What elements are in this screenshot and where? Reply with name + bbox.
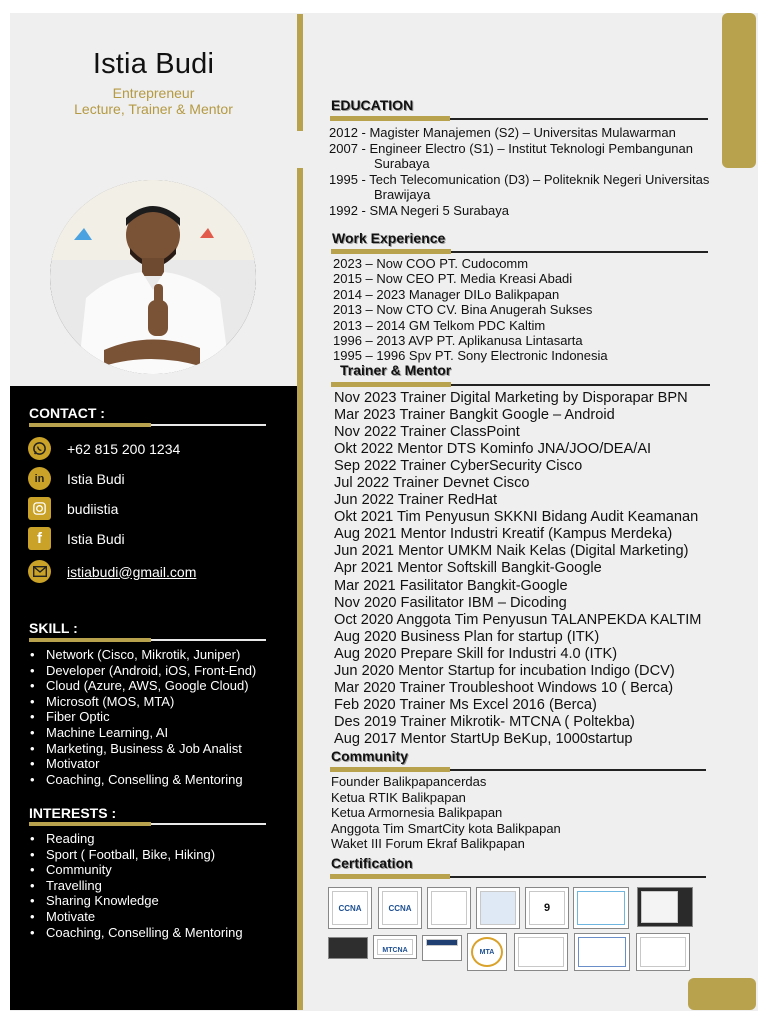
- community-item: Waket III Forum Ekraf Balikpapan: [331, 836, 525, 852]
- interest-item: • Travelling: [30, 878, 243, 894]
- skill-item: • Developer (Android, iOS, Front-End): [30, 663, 256, 679]
- trainer-item: Des 2019 Trainer Mikrotik- MTCNA ( Poltekba): [334, 713, 635, 730]
- facebook-icon: f: [28, 527, 51, 550]
- trainer-underline: [331, 384, 710, 386]
- certificate-thumbnail: [476, 887, 520, 929]
- trainer-item: Mar 2020 Trainer Troubleshoot Windows 10 ( Berca): [334, 679, 674, 696]
- community-item: Ketua RTIK Balikpapan: [331, 789, 466, 805]
- trainer-list: [334, 390, 701, 748]
- contact-linkedin[interactable]: [28, 467, 125, 490]
- skill-item: • Machine Learning, AI: [30, 725, 256, 741]
- skill-underline: [29, 639, 266, 641]
- trainer-item: Sep 2022 Trainer CyberSecurity Cisco: [334, 458, 583, 475]
- trainer-item: Nov 2022 Trainer ClassPoint: [334, 424, 520, 441]
- instagram-icon: [28, 497, 51, 520]
- interests-list: [30, 831, 243, 940]
- skill-item: • Marketing, Business & Job Analist: [30, 741, 256, 757]
- contact-email-address[interactable]: istiabudi@gmail.com: [67, 563, 197, 580]
- interest-item: • Sport ( Football, Bike, Hiking): [30, 847, 243, 863]
- work-item: 1995 – 1996 Spv PT. Sony Electronic Indonesia: [333, 348, 608, 364]
- profile-photo-illustration: [50, 180, 256, 374]
- whatsapp-icon: [28, 437, 51, 460]
- certificate-thumbnail: MTCNA: [373, 935, 417, 959]
- work-heading: Work Experience: [332, 230, 446, 246]
- trainer-item: Okt 2022 Mentor DTS Kominfo JNA/JOO/DEA/AI: [334, 441, 652, 458]
- certificate-thumbnail: CCNA: [328, 887, 372, 929]
- community-underline: [330, 769, 706, 771]
- skill-item: • Microsoft (MOS, MTA): [30, 694, 256, 710]
- skill-item: • Coaching, Conselling & Mentoring: [30, 772, 256, 788]
- interest-item: • Sharing Knowledge: [30, 893, 243, 909]
- work-item: 2015 – Now CEO PT. Media Kreasi Abadi: [333, 271, 573, 287]
- gold-divider-main: [297, 168, 303, 1010]
- community-item: Ketua Armornesia Balikpapan: [331, 805, 503, 821]
- education-list: [329, 125, 739, 219]
- trainer-item: Jun 2022 Trainer RedHat: [334, 492, 498, 509]
- work-underline: [331, 251, 708, 253]
- education-underline: [330, 118, 708, 120]
- person-name: Istia Budi: [92, 48, 215, 80]
- certificate-thumbnail: [573, 887, 629, 929]
- education-item: 1995 - Tech Telecomunication (D3) – Politeknik Negeri Universitas Brawijaya: [329, 171, 710, 203]
- education-item: 1992 - SMA Negeri 5 Surabaya: [329, 202, 509, 218]
- trainer-heading: Trainer & Mentor: [340, 362, 452, 378]
- skill-item: • Fiber Optic: [30, 709, 256, 725]
- contact-phone: +62 815 200 1234: [67, 440, 181, 457]
- interests-heading: INTERESTS :: [29, 805, 117, 821]
- skill-item: • Network (Cisco, Mikrotik, Juniper): [30, 647, 256, 663]
- community-list: [331, 774, 561, 852]
- interest-item: • Motivate: [30, 909, 243, 925]
- interest-item: • Community: [30, 862, 243, 878]
- certificate-thumbnail: [328, 937, 368, 959]
- work-list: [333, 256, 608, 364]
- certificate-thumbnail: [574, 933, 630, 971]
- certification-heading: Certification: [331, 855, 413, 871]
- contact-heading: CONTACT :: [29, 405, 105, 421]
- trainer-item: Jun 2021 Mentor UMKM Naik Kelas (Digital Marketing): [334, 543, 689, 560]
- certification-underline: [330, 876, 706, 878]
- certificate-thumbnail: [427, 887, 471, 929]
- trainer-item: Nov 2020 Fasilitator IBM – Dicoding: [334, 594, 567, 611]
- skill-item: • Motivator: [30, 756, 256, 772]
- trainer-item: Feb 2020 Trainer Ms Excel 2016 (Berca): [334, 696, 597, 713]
- contact-facebook-name: Istia Budi: [67, 530, 125, 547]
- person-title: Entrepreneur: [112, 85, 195, 101]
- trainer-item: Oct 2020 Anggota Tim Penyusun TALANPEKDA KALTIM: [334, 611, 702, 628]
- work-item: 1996 – 2013 AVP PT. Aplikanusa Lintasarta: [333, 332, 583, 348]
- interest-item: • Coaching, Conselling & Mentoring: [30, 925, 243, 941]
- trainer-item: Nov 2023 Trainer Digital Marketing by Disporapar BPN: [334, 390, 688, 406]
- education-heading: EDUCATION: [331, 97, 414, 113]
- work-item: 2023 – Now COO PT. Cudocomm: [333, 256, 529, 271]
- trainer-item: Jun 2020 Mentor Startup for incubation Indigo (DCV): [334, 662, 675, 679]
- certificate-thumbnail: [422, 935, 462, 961]
- education-item: 2012 - Magister Manajemen (S2) – Universitas Mulawarman: [329, 125, 676, 140]
- certificate-thumbnail: MTA: [467, 933, 507, 971]
- trainer-item: Apr 2021 Mentor Softskill Bangkit-Google: [334, 560, 602, 577]
- certificate-thumbnail: CCNA: [378, 887, 422, 929]
- contact-whatsapp[interactable]: [28, 437, 180, 460]
- community-heading: Community: [331, 748, 408, 764]
- interest-item: • Reading: [30, 831, 243, 847]
- contact-facebook[interactable]: [28, 527, 125, 550]
- trainer-item: Jul 2022 Trainer Devnet Cisco: [334, 475, 530, 492]
- certificate-thumbnail: [514, 933, 568, 971]
- work-item: 2013 – Now CTO CV. Bina Anugerah Sukses: [333, 302, 593, 318]
- contact-underline: [29, 424, 266, 426]
- skill-item: • Cloud (Azure, AWS, Google Cloud): [30, 678, 256, 694]
- trainer-item: Aug 2020 Prepare Skill for Industri 4.0 (ITK): [334, 645, 618, 662]
- skill-list: [30, 647, 256, 787]
- certificate-thumbnail: 9: [525, 887, 569, 929]
- email-icon: [28, 560, 51, 583]
- profile-photo: [50, 180, 256, 374]
- interests-underline: [29, 823, 266, 825]
- gold-tab-bottom-right: [688, 978, 756, 1010]
- linkedin-icon: in: [28, 467, 51, 490]
- certificate-thumbnail: [636, 933, 690, 971]
- trainer-item: Aug 2020 Business Plan for startup (ITK): [334, 628, 600, 645]
- community-item: Anggota Tim SmartCity kota Balikpapan: [331, 820, 561, 836]
- trainer-item: Okt 2021 Tim Penyusun SKKNI Bidang Audit Keamanan: [334, 509, 699, 526]
- trainer-item: Aug 2017 Mentor StartUp BeKup, 1000startup: [334, 730, 633, 747]
- certificate-thumbnail: [637, 887, 693, 927]
- community-item: Founder Balikpapancerdas: [331, 774, 487, 789]
- person-roles: Lecture, Trainer & Mentor: [74, 101, 233, 117]
- contact-instagram-handle: budiistia: [67, 500, 119, 517]
- gold-divider-top: [297, 14, 303, 131]
- work-item: 2014 – 2023 Manager DILo Balikpapan: [333, 286, 560, 302]
- trainer-item: Mar 2021 Fasilitator Bangkit-Google: [334, 577, 568, 594]
- education-item: 2007 - Engineer Electro (S1) – Institut Teknologi Pembangunan Surabaya: [329, 140, 693, 172]
- contact-instagram[interactable]: [28, 497, 118, 520]
- skill-heading: SKILL :: [29, 620, 78, 636]
- trainer-item: Aug 2021 Mentor Industri Kreatif (Kampus Merdeka): [334, 526, 673, 543]
- contact-linkedin-name: Istia Budi: [67, 470, 125, 487]
- trainer-item: Mar 2023 Trainer Bangkit Google – Android: [334, 407, 615, 424]
- contact-email[interactable]: [28, 560, 196, 583]
- work-item: 2013 – 2014 GM Telkom PDC Kaltim: [333, 317, 546, 333]
